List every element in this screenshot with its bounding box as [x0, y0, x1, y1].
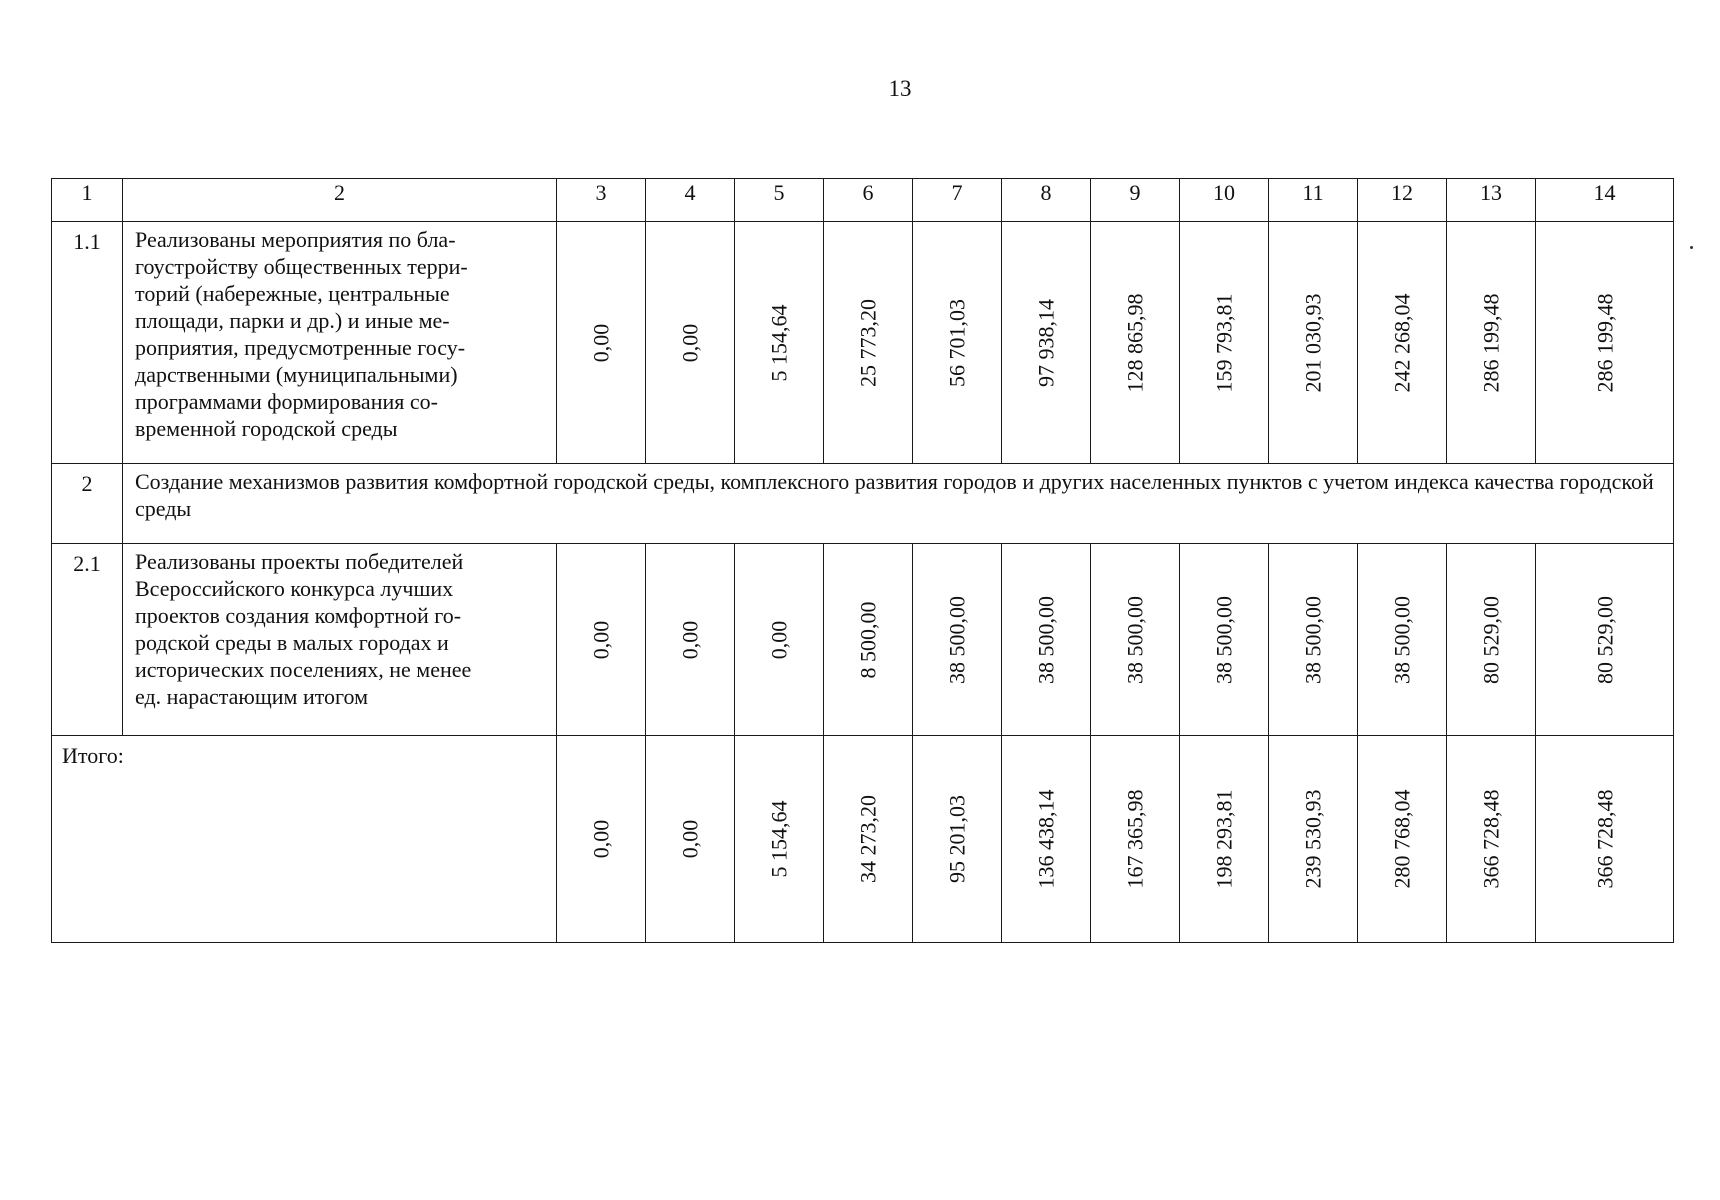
row-description: Реализованы проекты победителей Всероссийского конкурса лучших проектов создания комфортной го- родской среды в малых городах и исторических поселениях, не менее ед. нарастающим итогом — [123, 544, 557, 736]
total-row — [52, 736, 1674, 943]
total-label: Итого: — [52, 736, 557, 943]
header-cell: 3 — [557, 179, 646, 222]
table-row-2 — [52, 464, 1674, 544]
value-cell — [557, 544, 646, 736]
value-cell — [1002, 222, 1091, 464]
value-text: 5 154,64 — [766, 304, 792, 381]
value-cell — [1269, 222, 1358, 464]
value-text: 25 773,20 — [855, 298, 881, 387]
value-cell — [735, 222, 824, 464]
value-text: 38 500,00 — [944, 595, 970, 684]
row-number: 2 — [52, 464, 123, 544]
value-text: 366 728,48 — [1478, 789, 1504, 889]
value-cell — [1180, 544, 1269, 736]
value-cell — [1358, 544, 1447, 736]
page-number: 13 — [888, 76, 912, 101]
value-cell — [913, 544, 1002, 736]
value-text: 56 701,03 — [944, 298, 970, 387]
value-text: 201 030,93 — [1300, 293, 1326, 392]
value-text: 159 793,81 — [1211, 293, 1237, 392]
value-text: 167 365,98 — [1122, 789, 1148, 889]
value-text: 280 768,04 — [1389, 789, 1415, 889]
table-row-2-1 — [52, 544, 1674, 736]
header-cell: 8 — [1002, 179, 1091, 222]
header-cell: 10 — [1180, 179, 1269, 222]
header-cell: 6 — [824, 179, 913, 222]
value-text: 366 728,48 — [1592, 789, 1617, 889]
total-value-cell — [913, 736, 1002, 943]
total-value-cell — [557, 736, 646, 943]
scan-artifact-dot — [1690, 246, 1693, 249]
header-cell: 2 — [123, 179, 557, 222]
value-cell — [1269, 544, 1358, 736]
header-cell: 9 — [1091, 179, 1180, 222]
value-cell — [824, 544, 913, 736]
value-text: 38 500,00 — [1389, 595, 1415, 684]
value-text: 34 273,20 — [855, 795, 881, 883]
total-value-cell — [1358, 736, 1447, 943]
table-row-1-1 — [52, 222, 1674, 464]
value-text: 239 530,93 — [1300, 789, 1326, 889]
value-cell — [1536, 544, 1674, 736]
total-value-cell — [1002, 736, 1091, 943]
value-cell — [1091, 222, 1180, 464]
value-cell — [1447, 544, 1536, 736]
total-value-cell — [1180, 736, 1269, 943]
value-cell — [1447, 222, 1536, 464]
value-cell — [1091, 544, 1180, 736]
value-text: 97 938,14 — [1033, 298, 1059, 387]
data-table — [51, 178, 1674, 943]
value-text: 38 500,00 — [1033, 595, 1059, 684]
value-text: 198 293,81 — [1211, 789, 1237, 889]
value-text: 5 154,64 — [766, 800, 792, 878]
total-value-cell — [1269, 736, 1358, 943]
total-value-cell — [824, 736, 913, 943]
header-cell: 1 — [52, 179, 123, 222]
value-text: 38 500,00 — [1211, 595, 1237, 684]
value-cell — [646, 222, 735, 464]
total-value-cell — [1536, 736, 1674, 943]
value-text: 95 201,03 — [944, 795, 970, 883]
row-description: Реализованы мероприятия по бла- гоустройству общественных терри- торий (набережные, центральные площади, парки и др.) и иные ме- роприятия, предусмотренные госу- дарственными (муниципальными) программами формирования со- временной городской среды — [123, 222, 557, 464]
header-cell: 13 — [1447, 179, 1536, 222]
header-cell: 7 — [913, 179, 1002, 222]
total-value-cell — [735, 736, 824, 943]
value-text: 128 865,98 — [1122, 293, 1148, 392]
value-text: 80 529,00 — [1478, 595, 1504, 684]
value-text: 0,00 — [588, 620, 614, 659]
value-text: 0,00 — [588, 323, 614, 362]
header-cell: 5 — [735, 179, 824, 222]
header-cell: 12 — [1358, 179, 1447, 222]
row-number: 1.1 — [52, 222, 123, 464]
header-cell: 4 — [646, 179, 735, 222]
value-text: 0,00 — [677, 323, 703, 362]
value-cell — [557, 222, 646, 464]
total-value-cell — [1447, 736, 1536, 943]
header-cell: 11 — [1269, 179, 1358, 222]
total-value-cell — [646, 736, 735, 943]
value-text: 38 500,00 — [1300, 595, 1326, 684]
value-text: 8 500,00 — [855, 601, 881, 678]
row-number: 2.1 — [52, 544, 123, 736]
total-value-cell — [1091, 736, 1180, 943]
value-cell — [824, 222, 913, 464]
value-cell — [1536, 222, 1674, 464]
value-text: 136 438,14 — [1033, 789, 1059, 889]
value-text: 80 529,00 — [1592, 595, 1617, 684]
value-text: 242 268,04 — [1389, 293, 1415, 392]
value-cell — [1180, 222, 1269, 464]
value-text: 0,00 — [677, 819, 703, 859]
value-cell — [735, 544, 824, 736]
value-cell — [646, 544, 735, 736]
header-row — [52, 179, 1674, 222]
value-text: 38 500,00 — [1122, 595, 1148, 684]
value-text: 286 199,48 — [1478, 293, 1504, 392]
value-cell — [1358, 222, 1447, 464]
header-cell: 14 — [1536, 179, 1674, 222]
value-text: 0,00 — [677, 620, 703, 659]
value-text: 286 199,48 — [1592, 293, 1617, 392]
section-title: Создание механизмов развития комфортной городской среды, комплексного развития городов и других населенных пунктов с учетом индекса качества городской среды — [123, 464, 1674, 544]
value-cell — [1002, 544, 1091, 736]
value-text: 0,00 — [588, 819, 614, 859]
value-cell — [913, 222, 1002, 464]
value-text: 0,00 — [766, 620, 792, 659]
